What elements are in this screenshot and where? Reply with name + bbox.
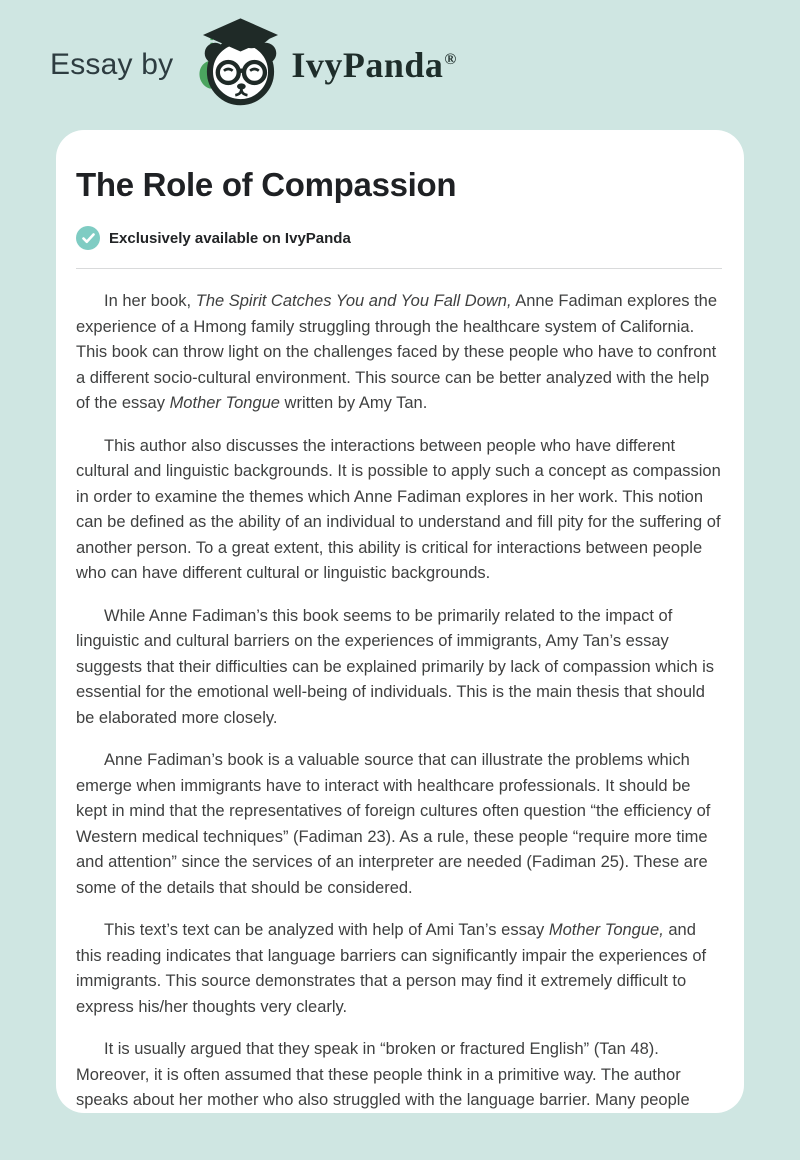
essay-paragraph: This author also discusses the interactions between people who have different cultural and linguistic backgrounds. It is possible to apply such a concept as compassion in order to examine the themes which Anne Fadiman explores in her work. This notion can be defined as the ability of an individual to understand and fill pity for the suffering of another person. To a great extent, this ability is critical for interactions between people who can have different cultural or linguistic backgrounds. — [76, 436, 721, 582]
essay-title: The Role of Compassion — [76, 166, 457, 203]
essay-paragraph: This text’s text can be analyzed with help of Ami Tan’s essay Mother Tongue, and this reading indicates that language barriers can significantly impair the experiences of immigrants. This source demonstrates that a person may find it extremely difficult to express his/her thoughts very clearly. — [76, 921, 707, 1016]
page-header — [0, 0, 800, 130]
brand-name: IvyPanda® — [291, 45, 457, 85]
ivypanda-logo — [189, 22, 457, 108]
essay-paragraph: In her book, The Spirit Catches You and You Fall Down, Anne Fadiman explores the experience of a Hmong family struggling through the healthcare system of California. This book can throw light on the challenges faced by these people who have to confront a different socio-cultural environment. This source can be better analyzed with the help of the essay Mother Tongue written by Amy Tan. — [76, 292, 718, 412]
essay-paragraph: It is usually argued that they speak in “broken or fractured English” (Tan 48). Moreover, it is often assumed that these people think in a primitive way. The author speaks about her mother who also struggled with the language barrier. Many people — [76, 1040, 690, 1109]
divider — [76, 268, 722, 269]
check-icon — [76, 226, 100, 250]
essay-body — [76, 289, 722, 1113]
registered-mark: ® — [444, 51, 457, 68]
badge-label: Exclusively available on IvyPanda — [109, 229, 351, 247]
essay-card — [56, 130, 744, 1113]
essay-paragraph: While Anne Fadiman’s this book seems to be primarily related to the impact of linguistic and cultural barriers on the experiences of immigrants, Amy Tan’s essay suggests that their difficulties can be explained primarily by lack of compassion which is essential for the emotional well-being of individuals. This is the main thesis that should be elaborated more closely. — [76, 606, 715, 727]
essay-by-label: Essay by — [50, 48, 174, 81]
exclusive-badge — [76, 226, 722, 250]
essay-paragraph: Anne Fadiman’s book is a valuable source that can illustrate the problems which emerge when immigrants have to interact with healthcare professionals. It should be kept in mind that the representatives of foreign cultures often question “the efficiency of Western medical techniques” (Fadiman 23). As a rule, these people “require more time and attention” since the services of an interpreter are needed (Fadiman 25). These are some of the details that should be considered. — [76, 751, 711, 897]
panda-graduate-icon — [189, 16, 285, 108]
